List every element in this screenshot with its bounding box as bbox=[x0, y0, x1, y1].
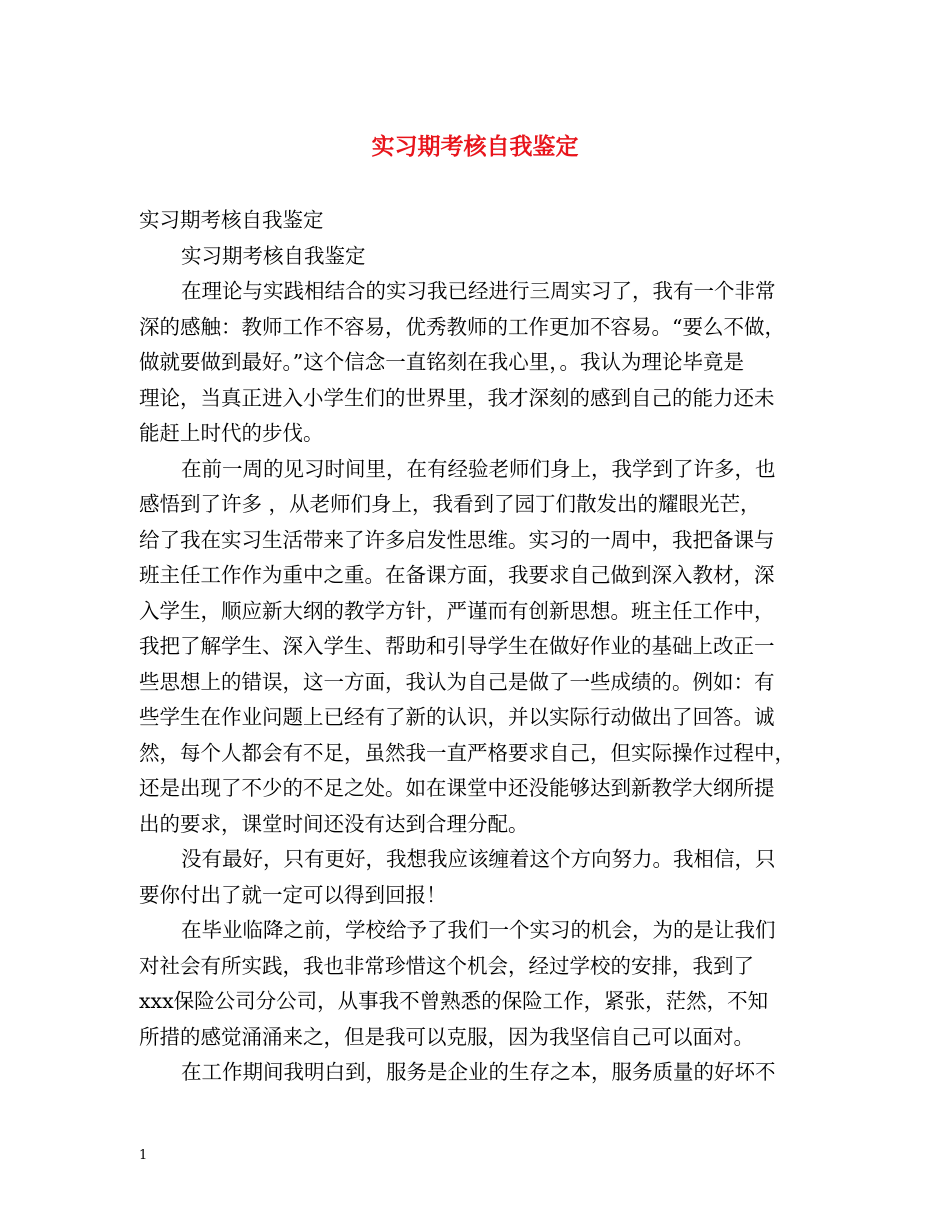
text-line: 实习期考核自我鉴定 bbox=[139, 208, 324, 232]
text-line: 没有最好，只有更好，我想我应该缠着这个方向努力。我相信，只 bbox=[181, 847, 776, 871]
text-line: 我把了解学生、深入学生、帮助和引导学生在做好作业的基础上改正一 bbox=[139, 634, 775, 658]
text-line: 在工作期间我明白到，服务是企业的生存之本，服务质量的好坏不 bbox=[181, 1060, 776, 1084]
text-line: 所措的感觉涌涌来之，但是我可以克服，因为我坚信自己可以面对。 bbox=[139, 1024, 754, 1049]
page-number: 1 bbox=[139, 1148, 148, 1163]
text-line: 能赶上时代的步伐。 bbox=[139, 421, 324, 445]
text-line: 理论，当真正进入小学生们的世界里，我才深刻的感到自己的能力还未 bbox=[139, 385, 775, 410]
text-line: 班主任工作作为重中之重。在备课方面，我要求自己做到深入教材，深 bbox=[139, 563, 775, 587]
text-line: 然，每个人都会有不足，虽然我一直严格要求自己，但实际操作过程中， bbox=[139, 740, 795, 765]
text-line: 些学生在作业问题上已经有了新的认识，并以实际行动做出了回答。诚 bbox=[139, 705, 775, 729]
text-line: 感悟到了许多 ，从老师们身上，我看到了园丁们散发出的耀眼光芒， bbox=[139, 492, 761, 516]
text-line: 还是出现了不少的不足之处。如在课堂中还没能够达到新教学大纲所提 bbox=[139, 776, 775, 800]
text-line: 在前一周的见习时间里，在有经验老师们身上，我学到了许多，也 bbox=[181, 456, 776, 481]
text-line: xxx保险公司分公司，从事我不曾熟悉的保险工作，紧张，茫然，不知 bbox=[139, 989, 769, 1013]
text-line: 给了我在实习生活带来了许多启发性思维。实习的一周中，我把备课与 bbox=[139, 527, 775, 552]
document-title: 实习期考核自我鉴定 bbox=[371, 133, 579, 160]
text-line: 做就要做到最好。”这个信念一直铭刻在我心里，。我认为理论毕竟是 bbox=[139, 350, 744, 374]
document-body bbox=[139, 203, 829, 1091]
text-line: 出的要求，课堂时间还没有达到合理分配。 bbox=[139, 811, 529, 836]
text-line: 些思想上的错误，这一方面，我认为自己是做了一些成绩的。例如：有 bbox=[139, 669, 775, 694]
text-line: 入学生，顺应新大纲的教学方针，严谨而有创新思想。班主任工作中， bbox=[139, 598, 775, 623]
text-line: 在理论与实践相结合的实习我已经进行三周实习了，我有一个非常 bbox=[181, 279, 776, 303]
text-line: 在毕业临降之前，学校给予了我们一个实习的机会，为的是让我们 bbox=[181, 918, 776, 942]
text-line: 对社会有所实践，我也非常珍惜这个机会，经过学校的安排，我到了 bbox=[139, 953, 754, 978]
text-line: 要你付出了就一定可以得到回报！ bbox=[139, 882, 447, 907]
text-line: 深的感触：教师工作不容易，优秀教师的工作更加不容易。“要么不做， bbox=[139, 314, 785, 339]
text-line: 实习期考核自我鉴定 bbox=[181, 243, 366, 268]
